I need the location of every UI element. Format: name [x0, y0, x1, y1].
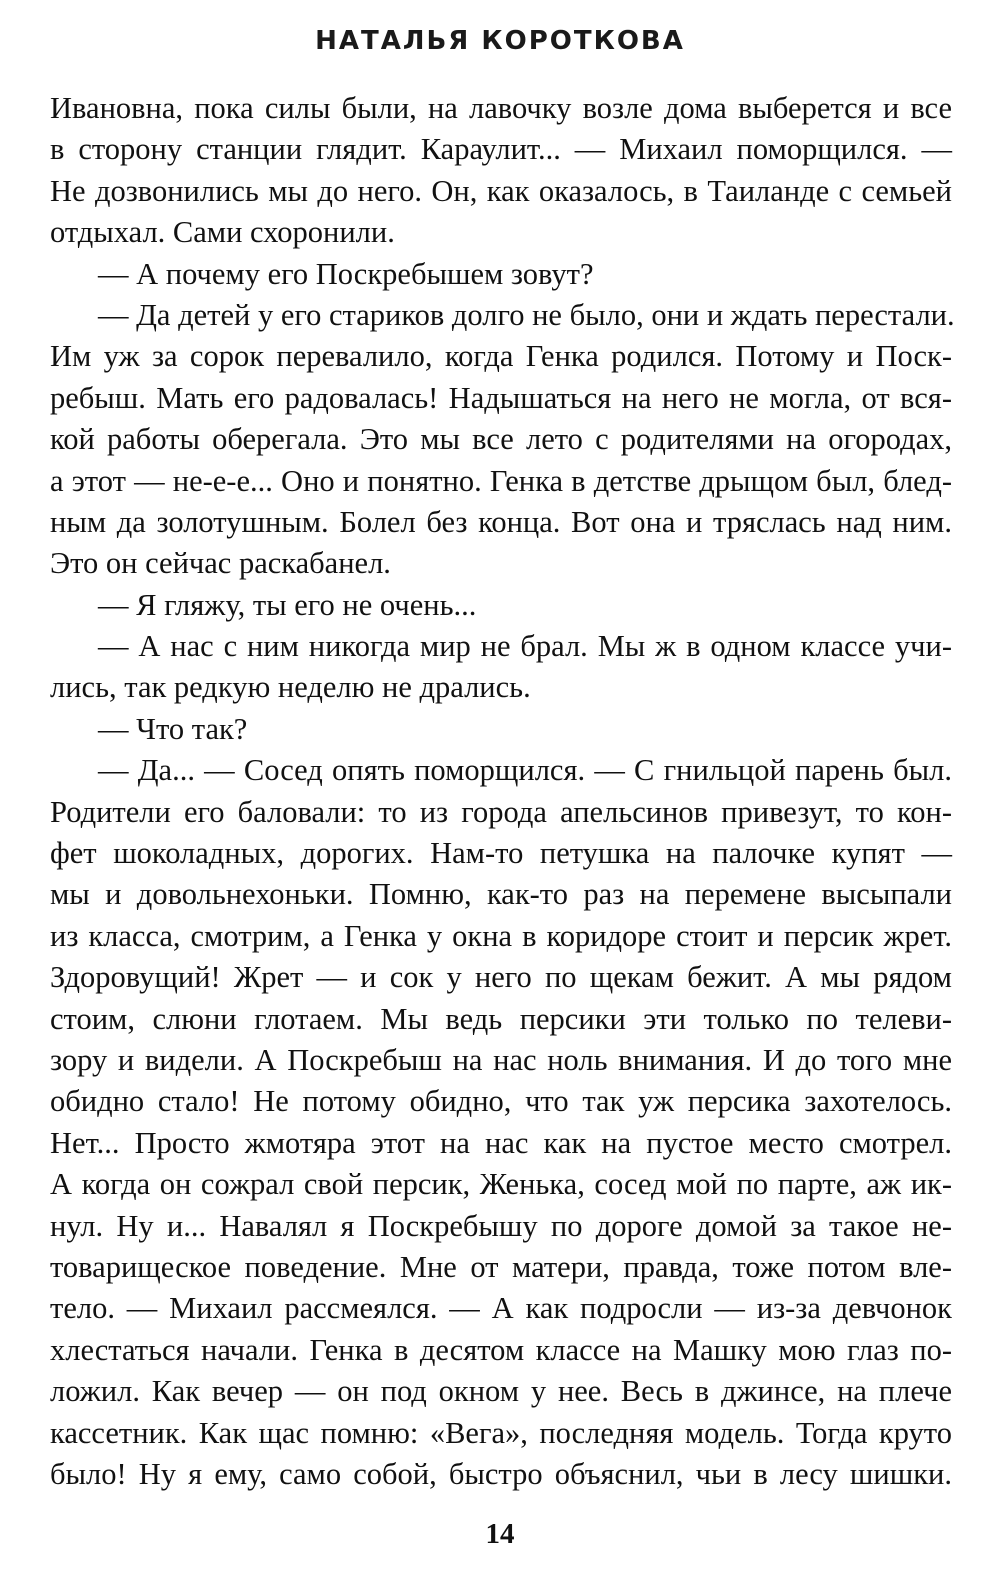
text-line: стоим, слюни глотаем. Мы ведь персики эти только по телеви-	[50, 1001, 952, 1036]
text-line: в сторону станции глядит. Караулит... — Михаил поморщился. —	[50, 132, 952, 167]
text-line: Нет... Просто жмотяра этот на нас как на пустое место смотрел.	[50, 1125, 952, 1160]
text-line: Им уж за сорок перевалило, когда Генка родился. Потому и Поск-	[50, 339, 952, 374]
text-line: тело. — Михаил рассмеялся. — А как подросли — из-за девчонок	[50, 1291, 952, 1326]
text-line: Это он сейчас раскабанел.	[50, 546, 391, 581]
text-line: товарищеское поведение. Мне от матери, правда, тоже потом вле-	[50, 1249, 952, 1284]
body-text	[50, 88, 955, 1495]
text-line: ребыш. Мать его радовалась! Надышаться на него не могла, от вся-	[50, 380, 952, 415]
text-line: было! Ну я ему, само собой, быстро объяснил, чьи в лесу шишки.	[50, 1456, 952, 1491]
text-line: мы и довольнехоньки. Помню, как-то раз на перемене высыпали	[50, 877, 952, 912]
running-header-author: НАТАЛЬЯ КОРОТКОВА	[315, 26, 685, 56]
text-line: лись, так редкую неделю не дрались.	[50, 670, 531, 705]
text-line: нул. Ну и... Навалял я Поскребышу по дороге домой за такое не-	[50, 1208, 952, 1243]
text-line: отдыхал. Сами схоронили.	[50, 215, 395, 250]
text-line: Ивановна, пока силы были, на лавочку возле дома выберется и все	[50, 91, 952, 125]
text-line: из класса, смотрим, а Генка у окна в коридоре стоит и персик жрет.	[50, 918, 952, 953]
text-line: — Я гляжу, ты его не очень...	[98, 587, 477, 622]
text-line: — Что так?	[98, 711, 248, 746]
text-line: фет шоколадных, дорогих. Нам-то петушка на палочке купят —	[50, 836, 952, 871]
text-line: а этот — не-е-е... Оно и понятно. Генка в детстве дрыщом был, блед-	[50, 463, 952, 498]
text-line: — А нас с ним никогда мир не брал. Мы ж в одном классе учи-	[98, 629, 952, 664]
text-line: кой работы оберегала. Это мы все лето с родителями на огородах,	[50, 422, 952, 457]
text-line: ным да золотушным. Болел без конца. Вот она и тряслась над ним.	[50, 504, 952, 539]
text-line: кассетник. Как щас помню: «Вега», последняя модель. Тогда круто	[50, 1415, 952, 1450]
text-line: — А почему его Поскребышем зовут?	[98, 256, 594, 291]
text-line: хлестаться начали. Генка в десятом классе на Машку мою глаз по-	[50, 1332, 952, 1367]
text-line: зору и видели. А Поскребыш на нас ноль внимания. И до того мне	[50, 1042, 952, 1077]
text-line: Родители его баловали: то из города апельсинов привезут, то кон-	[50, 794, 952, 829]
text-line: — Да... — Сосед опять поморщился. — С гнильцой парень был.	[98, 753, 952, 788]
text-line: обидно стало! Не потому обидно, что так уж персика захотелось.	[50, 1084, 952, 1119]
text-line: — Да детей у его стариков долго не было, они и ждать перестали.	[98, 297, 955, 332]
text-line: Не дозвонились мы до него. Он, как оказалось, в Таиланде с семьей	[50, 173, 952, 208]
page-number: 14	[485, 1518, 515, 1550]
text-line: А когда он сожрал свой персик, Женька, сосед мой по парте, аж ик-	[50, 1167, 952, 1202]
text-line: ложил. Как вечер — он под окном у нее. Весь в джинсе, на плече	[50, 1374, 952, 1409]
text-line: Здоровущий! Жрет — и сок у него по щекам бежит. А мы рядом	[50, 960, 952, 995]
